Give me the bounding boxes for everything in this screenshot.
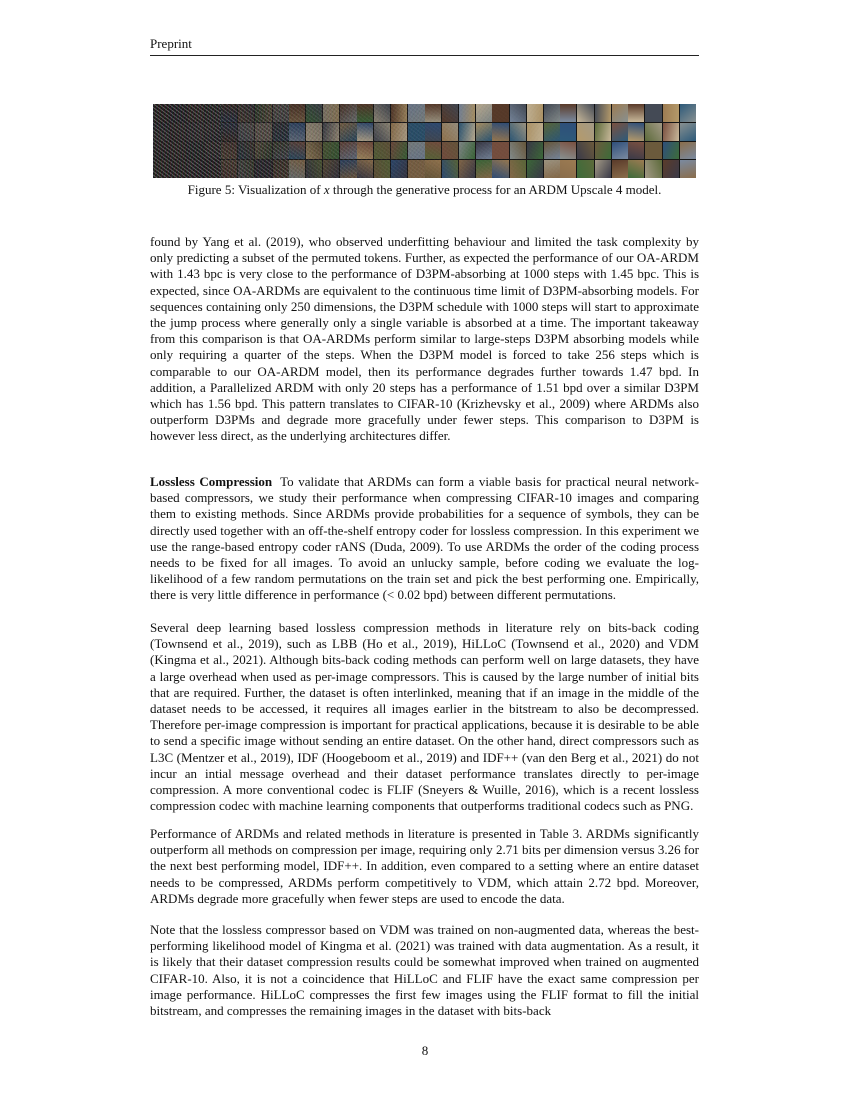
caption-suffix: through the generative process for an ARDM Upscale 4 model. <box>329 182 662 197</box>
paragraph-vdm-note <box>150 922 699 1019</box>
section-run-in-heading: Lossless Compression <box>150 474 273 489</box>
paragraph-text: To validate that ARDMs can form a viable basis for practical neural network-based compressors, we study their performance when compressing CIFAR-10 images and comparing them to existing methods. Since ARDMs provide probabilities for a sequence of symbols, they can be directly used together with an off-the-shelf entropy coder for lossless compression. In this experiment we use the range-based entropy coder rANS (Duda, 2009). To use ARDMs the order of the coding process needs to be fixed for all images. To avoid an unlucky sample, before coding we evaluate the log-likelihood of a few random permutations on the train set and pick the best performing one. Empirically, there is very little difference in performance (< 0.02 bpd) between different permutations. <box>150 474 699 603</box>
figure-image-strip <box>153 104 696 178</box>
generation-step-image <box>221 104 289 178</box>
caption-var: x <box>323 182 330 197</box>
paragraph-bits-back <box>150 620 699 814</box>
generation-step-image <box>560 104 628 178</box>
page-number: 8 <box>421 1043 429 1058</box>
generation-step-image <box>153 104 221 178</box>
generation-step-image <box>425 104 493 178</box>
paragraph-lossless-compression <box>150 474 699 604</box>
noise-overlay <box>492 104 560 178</box>
generation-step-image <box>289 104 357 178</box>
paragraph-text: Several deep learning based lossless compression methods in literature rely on bits-back coding (Townsend et al., 2019), such as LBB (Ho et al., 2019), HiLLoC (Townsend et al., 2020) and VDM (Kingma et al., 2021). Although bits-back coding methods can perform well on large datasets, they have a large overhead when used as per-image compressors. This is caused by the large number of initial bits that are required. Further, the dataset is often interlinked, meaning that if an image in the middle of the dataset needs to be accessed, it requires all images earlier in the bitstream to also be decompressed. Therefore per-image compression is important for practical applications, because it is desirable to be able to send a specific image without sending an entire dataset. On the other hand, direct compressors such as L3C (Mentzer et al., 2019), IDF (Hoogeboom et al., 2019) and IDF++ (van den Berg et al., 2021) do not incur an intial message overhead and their dataset performance translates directly to per-image compression. A more conventional codec is FLIF (Sneyers & Wuille, 2016), which is a recent lossless compression codec with machine learning components that outperforms traditional codecs such as PNG. <box>150 620 699 814</box>
noise-overlay <box>289 104 357 178</box>
noise-overlay <box>153 104 221 178</box>
noise-overlay <box>221 104 289 178</box>
noise-overlay <box>425 104 493 178</box>
paragraph-performance <box>150 826 699 907</box>
generation-step-image <box>628 104 696 178</box>
paragraph-text: Performance of ARDMs and related methods in literature is presented in Table 3. ARDMs significantly outperform all methods on compression per image, requiring only 2.71 bits per dimension versus 3.26 for the next best performing model, IDF++. In addition, even compared to a setting where an entire dataset needs to be compressed, ARDMs perform competitively to VDM, which attain 2.72 bpd. Moreover, ARDMs degrade more gracefully when fewer steps are used to encode the data. <box>150 826 699 906</box>
generation-step-image <box>357 104 425 178</box>
figure-caption <box>150 182 699 198</box>
paragraph-d3pm-comparison <box>150 234 699 445</box>
running-header: Preprint <box>150 36 699 56</box>
generation-step-image <box>492 104 560 178</box>
noise-overlay <box>357 104 425 178</box>
paragraph-text: Note that the lossless compressor based on VDM was trained on non-augmented data, whereas the best-performing likelihood model of Kingma et al. (2021) was trained with data augmentation. As a result, it is likely that their dataset compression results could be somewhat improved when trained on augmented CIFAR-10. Also, it is not a coincidence that HiLLoC and FLIF have the exact same compression per image performance. HiLLoC compresses the first few images using the FLIF format to fill the initial bitstream, and compresses the remaining images in the dataset with bits-back <box>150 922 699 1019</box>
paragraph-text: found by Yang et al. (2019), who observed underfitting behaviour and limited the task complexity by only predicting a subset of the permuted tokens. Further, as expected the performance of our OA-ARDM with 1.43 bpc is very close to the performance of D3PM-absorbing at 1000 steps with 1.45 bpc. This is expected, since OA-ARDMs are equivalent to the continuous time limit of D3PM-absorbing models. For sequences containing only 250 dimensions, the D3PM schedule with 1000 steps will start to approximate the jump process where generally only a single variable is absorbed at a time. The important takeaway from this comparison is that OA-ARDMs perform similar to large-steps D3PM absorbing models while only requiring a quarter of the steps. When the D3PM model is forced to take 256 steps which is comparable to our OA-ARDM model, then its performance degrades further towards 1.47 bpd. In addition, a Parallelized ARDM with only 20 steps has a performance of 1.51 bpd over a similar D3PM which has 1.56 bpd. This pattern translates to CIFAR-10 (Krizhevsky et al., 2009) where ARDMs also outperform D3PMs and degrade more gracefully under fewer steps. This comparison to D3PM is however less direct, as the underlying architectures differ. <box>150 234 699 444</box>
caption-prefix: Figure 5: Visualization of <box>187 182 324 197</box>
